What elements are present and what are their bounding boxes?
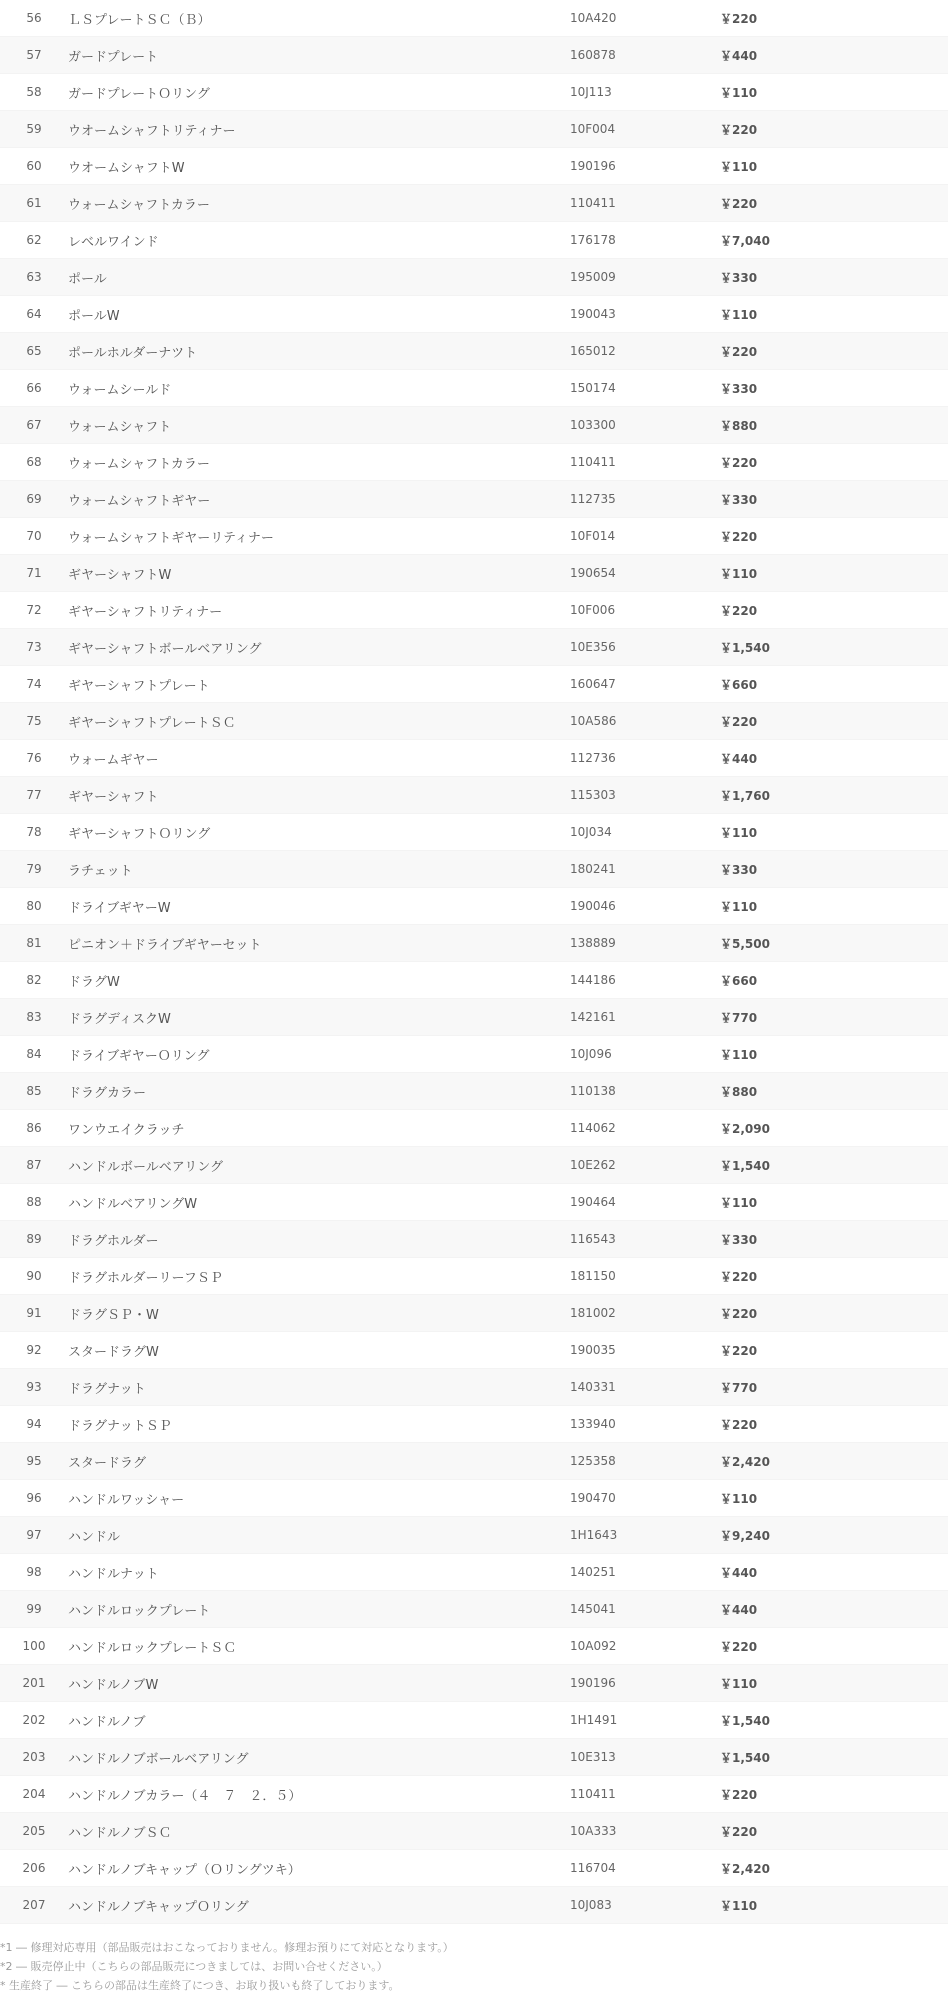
part-name-cell: ガードプレートＯリング	[68, 86, 210, 102]
part-number-cell: 89	[26, 1232, 42, 1246]
part-number-cell: 80	[26, 899, 42, 913]
part-code-cell: 165012	[570, 344, 616, 358]
table-row	[0, 1443, 948, 1480]
part-number-cell: 73	[26, 640, 42, 654]
part-name-cell: ドラグＳＰ・W	[68, 1307, 159, 1323]
part-number-cell: 67	[26, 418, 42, 432]
part-number-cell: 78	[26, 825, 42, 839]
table-row	[0, 111, 948, 148]
part-code-cell: 110411	[570, 196, 616, 210]
part-price-cell: ￥220	[720, 455, 758, 470]
part-price-cell: ￥110	[720, 566, 758, 581]
part-name-cell: ポールW	[68, 308, 120, 324]
table-row	[0, 1887, 948, 1924]
part-code-cell: 112736	[570, 751, 616, 765]
part-code-cell: 10A333	[570, 1824, 617, 1838]
part-code-cell: 10F014	[570, 529, 616, 543]
table-row	[0, 555, 948, 592]
table-row	[0, 777, 948, 814]
part-number-cell: 94	[26, 1417, 42, 1431]
table-row	[0, 1665, 948, 1702]
part-code-cell: 190046	[570, 899, 616, 913]
part-name-cell: ドラグホルダーリーフＳＰ	[68, 1270, 223, 1286]
part-code-cell: 150174	[570, 381, 616, 395]
part-code-cell: 1H1643	[570, 1528, 618, 1542]
part-code-cell: 116704	[570, 1861, 616, 1875]
part-name-cell: ハンドルノブカラー（４ ７ ２．５）	[68, 1788, 302, 1804]
part-price-cell: ￥110	[720, 1491, 758, 1506]
table-row	[0, 444, 948, 481]
part-number-cell: 201	[22, 1676, 46, 1690]
part-number-cell: 77	[26, 788, 42, 802]
table-row	[0, 1295, 948, 1332]
table-row	[0, 1776, 948, 1813]
part-number-cell: 74	[26, 677, 42, 691]
table-row	[0, 37, 948, 74]
part-price-cell: ￥110	[720, 307, 758, 322]
part-price-cell: ￥110	[720, 1047, 758, 1062]
table-row	[0, 999, 948, 1036]
part-number-cell: 88	[26, 1195, 42, 1209]
table-row	[0, 1480, 948, 1517]
footnotes	[0, 1924, 948, 1995]
part-price-cell: ￥440	[720, 48, 758, 63]
part-name-cell: ハンドルロックプレートＳＣ	[68, 1640, 237, 1656]
part-price-cell: ￥330	[720, 492, 758, 507]
part-price-cell: ￥220	[720, 1787, 758, 1802]
table-row	[0, 1147, 948, 1184]
table-row	[0, 259, 948, 296]
part-price-cell: ￥1,540	[720, 640, 770, 655]
part-price-cell: ￥330	[720, 862, 758, 877]
part-name-cell: ハンドルボールベアリング	[68, 1159, 223, 1175]
part-price-cell: ￥220	[720, 1343, 758, 1358]
part-number-cell: 76	[26, 751, 42, 765]
table-row	[0, 185, 948, 222]
part-code-cell: 190043	[570, 307, 616, 321]
part-price-cell: ￥9,240	[720, 1528, 770, 1543]
part-code-cell: 10A092	[570, 1639, 617, 1653]
part-code-cell: 110411	[570, 455, 616, 469]
part-name-cell: ドラグW	[68, 974, 120, 990]
part-code-cell: 10J096	[570, 1047, 612, 1061]
part-number-cell: 57	[26, 48, 42, 62]
part-number-cell: 204	[22, 1787, 46, 1801]
part-name-cell: ポールホルダーナツト	[68, 345, 198, 361]
part-name-cell: ウオームシャフトリティナー	[68, 123, 236, 139]
part-name-cell: ハンドルロックプレート	[68, 1603, 211, 1619]
part-number-cell: 59	[26, 122, 42, 136]
part-code-cell: 1H1491	[570, 1713, 618, 1727]
part-code-cell: 103300	[570, 418, 616, 432]
table-row	[0, 1702, 948, 1739]
table-row	[0, 629, 948, 666]
part-number-cell: 92	[26, 1343, 42, 1357]
part-number-cell: 99	[26, 1602, 42, 1616]
part-code-cell: 10J113	[570, 85, 612, 99]
part-price-cell: ￥220	[720, 122, 758, 137]
part-price-cell: ￥440	[720, 1602, 758, 1617]
part-number-cell: 79	[26, 862, 42, 876]
table-row	[0, 1591, 948, 1628]
table-row	[0, 222, 948, 259]
part-number-cell: 65	[26, 344, 42, 358]
table-row	[0, 814, 948, 851]
part-code-cell: 144186	[570, 973, 616, 987]
part-price-cell: ￥660	[720, 973, 758, 988]
part-name-cell: ウォームシャフト	[68, 419, 172, 435]
part-code-cell: 133940	[570, 1417, 616, 1431]
part-price-cell: ￥1,540	[720, 1750, 770, 1765]
part-name-cell: ウォームギヤー	[68, 752, 159, 768]
part-number-cell: 205	[22, 1824, 46, 1838]
part-code-cell: 176178	[570, 233, 616, 247]
part-price-cell: ￥220	[720, 1306, 758, 1321]
part-name-cell: ウォームシャフトカラー	[68, 197, 210, 213]
part-name-cell: ハンドルワッシャー	[68, 1492, 185, 1508]
part-code-cell: 115303	[570, 788, 616, 802]
table-row	[0, 1628, 948, 1665]
part-code-cell: 190196	[570, 159, 616, 173]
part-code-cell: 110138	[570, 1084, 616, 1098]
part-price-cell: ￥2,420	[720, 1861, 770, 1876]
table-row	[0, 148, 948, 185]
part-name-cell: ハンドルノブW	[68, 1677, 159, 1693]
table-row	[0, 1332, 948, 1369]
table-row	[0, 1073, 948, 1110]
part-name-cell: ハンドル	[68, 1529, 121, 1545]
table-row	[0, 1036, 948, 1073]
part-price-cell: ￥7,040	[720, 233, 770, 248]
part-name-cell: ハンドルノブＳＣ	[68, 1825, 172, 1841]
part-number-cell: 100	[22, 1639, 46, 1653]
part-name-cell: ウオームシャフトW	[68, 160, 185, 176]
part-name-cell: ドラグディスクW	[68, 1011, 171, 1027]
part-price-cell: ￥110	[720, 1195, 758, 1210]
table-row	[0, 703, 948, 740]
part-number-cell: 96	[26, 1491, 42, 1505]
table-row	[0, 296, 948, 333]
part-name-cell: ギヤーシャフトプレート	[68, 678, 210, 694]
part-price-cell: ￥220	[720, 1417, 758, 1432]
part-code-cell: 180241	[570, 862, 616, 876]
part-number-cell: 64	[26, 307, 42, 321]
part-number-cell: 95	[26, 1454, 42, 1468]
part-number-cell: 207	[22, 1898, 46, 1912]
part-number-cell: 90	[26, 1269, 42, 1283]
table-row	[0, 1221, 948, 1258]
footnote-discontinued: * 生産終了 ― こちらの部品は生産終了につき、お取り扱いも終了しております。	[0, 1979, 400, 1992]
table-row	[0, 1184, 948, 1221]
part-code-cell: 140251	[570, 1565, 616, 1579]
part-number-cell: 58	[26, 85, 42, 99]
part-price-cell: ￥110	[720, 1676, 758, 1691]
footnote-sales-suspended: *2 ― 販売停止中（こちらの部品販売につきましては、お問い合せください。）	[0, 1960, 388, 1973]
table-row	[0, 518, 948, 555]
part-name-cell: ガードプレート	[68, 49, 159, 65]
part-code-cell: 160878	[570, 48, 616, 62]
part-code-cell: 10E262	[570, 1158, 616, 1172]
part-number-cell: 93	[26, 1380, 42, 1394]
table-row	[0, 592, 948, 629]
table-row	[0, 0, 948, 37]
part-number-cell: 206	[22, 1861, 46, 1875]
part-price-cell: ￥110	[720, 825, 758, 840]
part-price-cell: ￥220	[720, 11, 758, 26]
part-name-cell: ドラグホルダー	[68, 1233, 159, 1249]
part-number-cell: 63	[26, 270, 42, 284]
table-row	[0, 481, 948, 518]
part-code-cell: 190470	[570, 1491, 616, 1505]
part-number-cell: 69	[26, 492, 42, 506]
table-row	[0, 333, 948, 370]
table-row	[0, 925, 948, 962]
table-row	[0, 1258, 948, 1295]
part-price-cell: ￥220	[720, 344, 758, 359]
part-code-cell: 190196	[570, 1676, 616, 1690]
part-code-cell: 10E356	[570, 640, 616, 654]
part-price-cell: ￥440	[720, 1565, 758, 1580]
part-code-cell: 10A420	[570, 11, 617, 25]
part-price-cell: ￥220	[720, 603, 758, 618]
table-row	[0, 740, 948, 777]
part-name-cell: ドラグナットＳＰ	[68, 1418, 172, 1434]
part-price-cell: ￥2,090	[720, 1121, 770, 1136]
part-name-cell: ピニオン＋ドライブギヤーセット	[68, 937, 262, 953]
table-row	[0, 370, 948, 407]
part-name-cell: ギヤーシャフト	[68, 789, 159, 805]
table-row	[0, 74, 948, 111]
table-row	[0, 1110, 948, 1147]
part-code-cell: 190654	[570, 566, 616, 580]
part-code-cell: 112735	[570, 492, 616, 506]
part-number-cell: 91	[26, 1306, 42, 1320]
part-code-cell: 114062	[570, 1121, 616, 1135]
table-row	[0, 1554, 948, 1591]
part-name-cell: ギヤーシャフトＯリング	[68, 826, 211, 842]
part-price-cell: ￥110	[720, 1898, 758, 1913]
part-number-cell: 72	[26, 603, 42, 617]
part-price-cell: ￥1,760	[720, 788, 770, 803]
table-row	[0, 666, 948, 703]
part-number-cell: 60	[26, 159, 42, 173]
part-price-cell: ￥330	[720, 381, 758, 396]
part-price-cell: ￥880	[720, 1084, 758, 1099]
part-name-cell: ドラグカラー	[68, 1085, 147, 1101]
part-code-cell: 125358	[570, 1454, 616, 1468]
part-name-cell: ハンドルノブボールベアリング	[68, 1751, 249, 1767]
part-name-cell: ハンドルノブキャップ（Ｏリングツキ）	[68, 1862, 301, 1878]
table-row	[0, 962, 948, 999]
part-name-cell: ハンドルベアリングW	[68, 1196, 198, 1212]
table-row	[0, 1850, 948, 1887]
part-price-cell: ￥880	[720, 418, 758, 433]
part-name-cell: スタードラグW	[68, 1344, 159, 1360]
part-number-cell: 83	[26, 1010, 42, 1024]
part-price-cell: ￥330	[720, 270, 758, 285]
part-name-cell: ＬＳプレートＳＣ（Ｂ）	[68, 12, 211, 28]
part-code-cell: 181150	[570, 1269, 616, 1283]
part-name-cell: ドライブギヤーW	[68, 900, 171, 916]
part-price-cell: ￥2,420	[720, 1454, 770, 1469]
part-code-cell: 10J083	[570, 1898, 612, 1912]
part-price-cell: ￥220	[720, 529, 758, 544]
part-name-cell: レベルワインド	[68, 234, 159, 250]
part-price-cell: ￥220	[720, 1269, 758, 1284]
part-name-cell: スタードラグ	[68, 1455, 147, 1471]
part-number-cell: 81	[26, 936, 42, 950]
part-price-cell: ￥220	[720, 1824, 758, 1839]
part-price-cell: ￥5,500	[720, 936, 770, 951]
part-price-cell: ￥1,540	[720, 1158, 770, 1173]
part-code-cell: 10F006	[570, 603, 616, 617]
part-name-cell: ワンウエイクラッチ	[68, 1122, 185, 1138]
part-price-cell: ￥660	[720, 677, 758, 692]
part-price-cell: ￥220	[720, 1639, 758, 1654]
part-name-cell: ハンドルナット	[68, 1566, 159, 1582]
part-code-cell: 10F004	[570, 122, 616, 136]
part-code-cell: 195009	[570, 270, 616, 284]
part-price-cell: ￥770	[720, 1380, 758, 1395]
part-price-cell: ￥220	[720, 714, 758, 729]
part-code-cell: 10A586	[570, 714, 617, 728]
part-number-cell: 70	[26, 529, 42, 543]
part-code-cell: 116543	[570, 1232, 616, 1246]
part-code-cell: 181002	[570, 1306, 616, 1320]
part-price-cell: ￥110	[720, 85, 758, 100]
part-code-cell: 142161	[570, 1010, 616, 1024]
part-number-cell: 71	[26, 566, 42, 580]
part-code-cell: 10J034	[570, 825, 612, 839]
part-number-cell: 203	[22, 1750, 46, 1764]
part-number-cell: 82	[26, 973, 42, 987]
part-code-cell: 110411	[570, 1787, 616, 1801]
part-number-cell: 66	[26, 381, 42, 395]
part-name-cell: ドラグナット	[68, 1381, 146, 1397]
table-row	[0, 1517, 948, 1554]
part-number-cell: 98	[26, 1565, 42, 1579]
table-row	[0, 1406, 948, 1443]
part-price-cell: ￥110	[720, 899, 758, 914]
part-number-cell: 86	[26, 1121, 42, 1135]
part-name-cell: ギヤーシャフトボールベアリング	[68, 641, 262, 657]
part-code-cell: 138889	[570, 936, 616, 950]
part-name-cell: ウォームシャフトギヤー	[68, 493, 211, 509]
part-number-cell: 202	[22, 1713, 46, 1727]
part-number-cell: 62	[26, 233, 42, 247]
part-number-cell: 75	[26, 714, 42, 728]
part-name-cell: ポール	[68, 271, 107, 287]
part-price-cell: ￥330	[720, 1232, 758, 1247]
part-name-cell: ギヤーシャフトW	[68, 567, 172, 583]
table-row	[0, 1369, 948, 1406]
part-number-cell: 68	[26, 455, 42, 469]
part-name-cell: ハンドルノブ	[68, 1714, 146, 1730]
part-price-cell: ￥440	[720, 751, 758, 766]
part-name-cell: ドライブギヤーＯリング	[68, 1048, 210, 1064]
part-number-cell: 85	[26, 1084, 42, 1098]
part-code-cell: 10E313	[570, 1750, 616, 1764]
part-price-cell: ￥110	[720, 159, 758, 174]
part-price-cell: ￥770	[720, 1010, 758, 1025]
part-code-cell: 140331	[570, 1380, 616, 1394]
table-row	[0, 1739, 948, 1776]
part-code-cell: 160647	[570, 677, 616, 691]
part-number-cell: 56	[26, 11, 42, 25]
part-name-cell: ギヤーシャフトプレートＳＣ	[68, 715, 236, 731]
footnote-repair-only: *1 ― 修理対応専用（部品販売はおこなっておりません。修理お預りにて対応となります。）	[0, 1941, 454, 1954]
part-code-cell: 190464	[570, 1195, 616, 1209]
table-row	[0, 888, 948, 925]
part-name-cell: ウォームシールド	[68, 382, 172, 398]
part-code-cell: 145041	[570, 1602, 616, 1616]
table-row	[0, 1813, 948, 1850]
part-code-cell: 190035	[570, 1343, 616, 1357]
part-number-cell: 97	[26, 1528, 42, 1542]
table-row	[0, 407, 948, 444]
part-name-cell: ウォームシャフトギヤーリティナー	[68, 530, 274, 546]
part-number-cell: 84	[26, 1047, 42, 1061]
part-price-cell: ￥220	[720, 196, 758, 211]
part-number-cell: 61	[26, 196, 42, 210]
part-name-cell: ハンドルノブキャップＯリング	[68, 1899, 249, 1915]
part-name-cell: ギヤーシャフトリティナー	[68, 604, 223, 620]
part-name-cell: ラチェット	[68, 863, 133, 879]
part-price-cell: ￥1,540	[720, 1713, 770, 1728]
table-row	[0, 851, 948, 888]
part-name-cell: ウォームシャフトカラー	[68, 456, 210, 472]
part-number-cell: 87	[26, 1158, 42, 1172]
